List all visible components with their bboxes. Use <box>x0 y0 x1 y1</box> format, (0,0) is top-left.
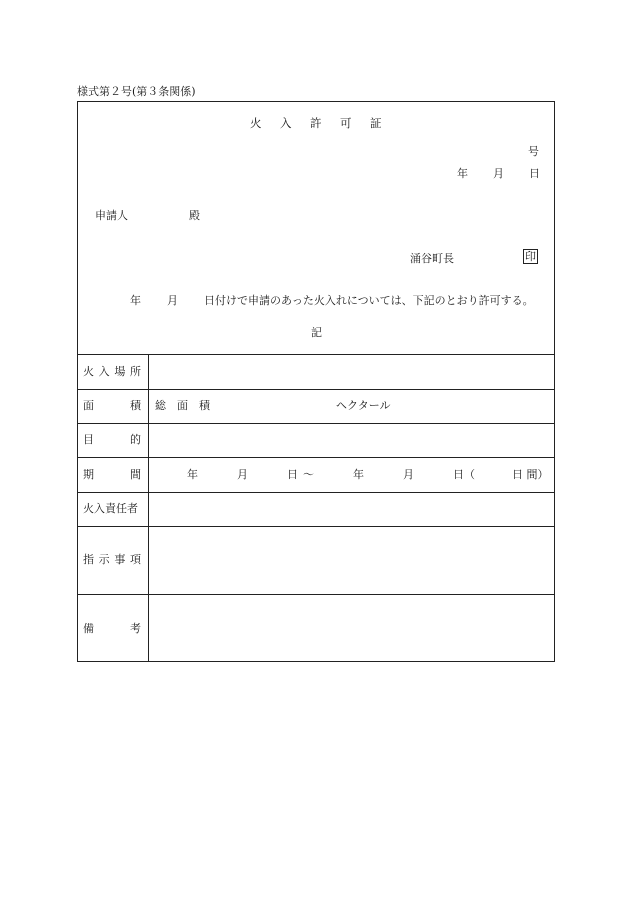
label-char: 備 <box>83 622 94 635</box>
period-end-day: 日（ <box>453 468 475 481</box>
label-char: 指 <box>83 553 94 566</box>
row-label-place <box>83 366 141 377</box>
label-char: 目 <box>83 433 94 446</box>
label-char: 示 <box>98 553 110 566</box>
permit-number-suffix: 号 <box>528 145 539 158</box>
label-char: 項 <box>129 553 141 566</box>
total-area-label: 総 面 積 <box>155 399 210 412</box>
title-char: 火 <box>250 116 262 130</box>
permit-statement <box>130 295 534 306</box>
period-tilde: ～ <box>303 468 314 481</box>
label-char: 期 <box>83 468 94 481</box>
period-start-year: 年 <box>187 468 198 481</box>
area-unit: ヘクタール <box>336 399 391 412</box>
seal-mark: 印 <box>525 250 536 263</box>
row-label-area <box>83 400 141 411</box>
issue-date <box>457 168 565 179</box>
label-char: 考 <box>130 622 141 635</box>
label-char: 入 <box>98 365 110 378</box>
table-divider <box>148 354 149 662</box>
date-year: 年 <box>457 167 468 180</box>
permit-title <box>250 118 400 130</box>
row-label-purpose <box>83 434 141 445</box>
mayor-name: 涌谷町長 <box>410 252 454 265</box>
date-month: 月 <box>493 167 504 180</box>
row-label-responsible: 火入責任者 <box>83 502 138 515</box>
label-char: 間 <box>130 468 141 481</box>
row-label-period <box>83 469 141 480</box>
statement-text: 日付けで申請のあった火入れについては、下記のとおり許可する。 <box>204 294 534 307</box>
period-start-day: 日 <box>287 468 298 481</box>
statement-year: 年 <box>130 294 141 307</box>
honorific: 殿 <box>189 209 200 222</box>
period-end-month: 月 <box>403 468 414 481</box>
form-number-label: 様式第２号(第３条関係) <box>77 85 196 98</box>
row-label-remarks <box>83 623 141 634</box>
label-char: 事 <box>114 553 126 566</box>
applicant-label: 申請人 <box>95 209 128 222</box>
title-char: 証 <box>370 116 382 130</box>
label-char: 場 <box>114 365 126 378</box>
title-char: 可 <box>340 116 352 130</box>
period-end-year: 年 <box>353 468 364 481</box>
ki-heading: 記 <box>311 326 322 339</box>
title-char: 許 <box>310 116 322 130</box>
period-days: 日 間） <box>512 468 549 481</box>
label-char: 的 <box>130 433 141 446</box>
label-char: 積 <box>130 399 141 412</box>
date-day: 日 <box>529 167 540 180</box>
period-start-month: 月 <box>237 468 248 481</box>
label-char: 所 <box>129 365 141 378</box>
title-char: 入 <box>280 116 292 130</box>
label-char: 火 <box>83 365 94 378</box>
row-label-instructions <box>83 554 141 565</box>
label-char: 面 <box>83 399 94 412</box>
statement-month: 月 <box>167 294 178 307</box>
